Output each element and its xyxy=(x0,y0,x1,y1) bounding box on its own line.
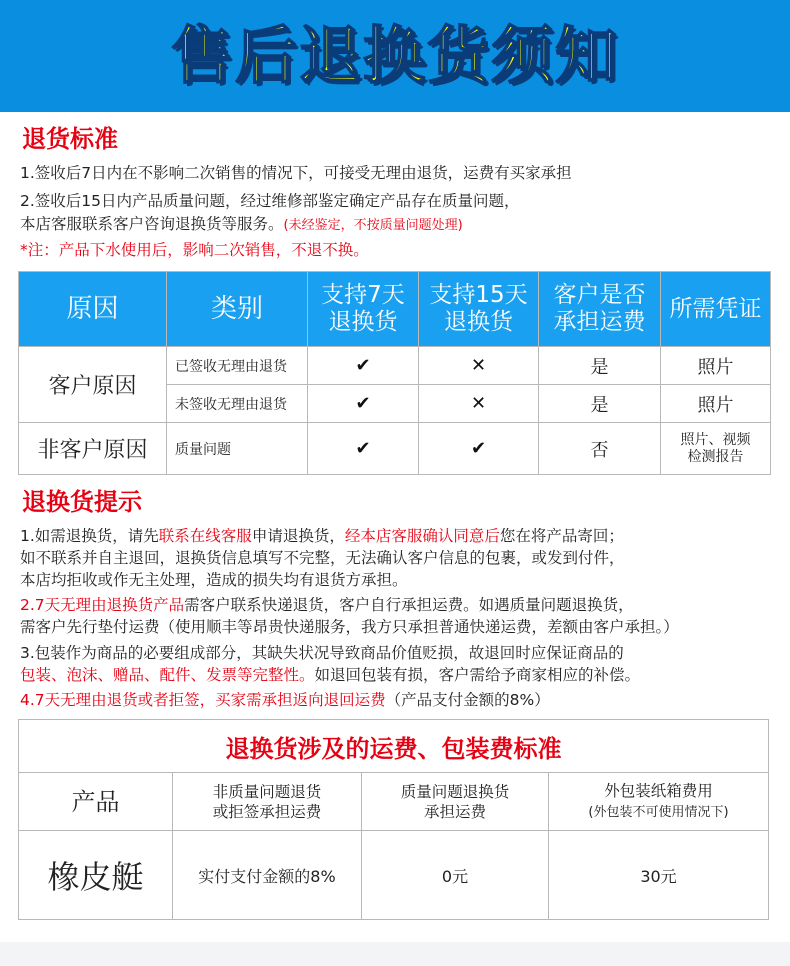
fee-box-value: 30元 xyxy=(549,831,769,920)
return-rule-2b-note: (未经鉴定，不按质量问题处理) xyxy=(283,218,463,233)
cross-icon: ✕ xyxy=(419,385,539,423)
category-cell: 未签收无理由退货 xyxy=(167,385,308,423)
shipping-cell: 是 xyxy=(539,347,661,385)
return-rule-2b-text: 本店客服联系客户咨询退换货等服务。 xyxy=(20,215,284,233)
header-reason: 原因 xyxy=(19,272,167,347)
table-row xyxy=(19,831,769,920)
reason-customer: 客户原因 xyxy=(19,347,167,423)
fee-header-nonquality: 非质量问题退货 或拒签承担运费 xyxy=(173,773,362,831)
fee-table-title: 退换货涉及的运费、包装费标准 xyxy=(19,720,769,773)
proof-cell: 照片 xyxy=(661,385,771,423)
shipping-cell: 否 xyxy=(539,423,661,475)
tip-4: 4.7天无理由退货或者拒签，买家需承担返向退回运费（产品支付金额的8%） xyxy=(20,691,550,709)
tip-3a: 3.包装作为商品的必要组成部分，其缺失状况导致商品价值贬损，故退回时应保证商品的 xyxy=(20,644,624,662)
tip-3b: 包装、泡沫、赠品、配件、发票等完整性。如退回包装有损，客户需给予商家相应的补偿。 xyxy=(20,666,641,684)
header-15day: 支持15天 退换货 xyxy=(419,272,539,347)
header-banner xyxy=(0,0,790,112)
tip-1c: 本店均拒收或作无主处理，造成的损失均有退货方承担。 xyxy=(20,571,408,589)
category-cell: 已签收无理由退货 xyxy=(167,347,308,385)
reason-noncustomer: 非客户原因 xyxy=(19,423,167,475)
return-rule-1: 1.签收后7日内在不影响二次销售的情况下，可接受无理由退货，运费有买家承担 xyxy=(20,164,572,182)
category-cell: 质量问题 xyxy=(167,423,308,475)
fee-header-box: 外包装纸箱费用 (外包装不可使用情况下) xyxy=(549,773,769,831)
tip-2b: 需客户先行垫付运费（使用顺丰等昂贵快递服务，我方只承担普通快递运费，差额由客户承担。） xyxy=(20,618,679,636)
return-policy-table xyxy=(18,271,770,475)
header-shipping: 客户是否 承担运费 xyxy=(539,272,661,347)
fee-header-quality: 质量问题退换货 承担运费 xyxy=(362,773,549,831)
section-title-return-standard: 退货标准 xyxy=(22,125,118,153)
content-card xyxy=(0,112,790,966)
proof-cell: 照片、视频 检测报告 xyxy=(661,423,771,475)
header-proof: 所需凭证 xyxy=(661,272,771,347)
fee-table-title-row xyxy=(19,720,769,773)
cross-icon: ✕ xyxy=(419,347,539,385)
table-header-row xyxy=(19,272,771,347)
return-note: *注：产品下水使用后，影响二次销售，不退不换。 xyxy=(20,241,369,259)
check-icon: ✔ xyxy=(308,423,419,475)
table-row xyxy=(19,347,771,385)
fee-quality-value: 0元 xyxy=(362,831,549,920)
check-icon: ✔ xyxy=(308,347,419,385)
return-rule-2b xyxy=(20,213,463,237)
tip-1a: 1.如需退换货，请先联系在线客服申请退换货，经本店客服确认同意后您在将产品寄回； xyxy=(20,527,624,545)
page-title: 售后退换货须知 xyxy=(170,19,619,92)
content-panel xyxy=(0,112,790,942)
fee-nonquality-value: 实付支付金额的8% xyxy=(173,831,362,920)
shipping-cell: 是 xyxy=(539,385,661,423)
tip-2a: 2.7天无理由退换货产品需客户联系快递退货，客户自行承担运费。如遇质量问题退换货， xyxy=(20,596,634,614)
fee-header-product: 产品 xyxy=(19,773,173,831)
proof-cell: 照片 xyxy=(661,347,771,385)
table-row xyxy=(19,423,771,475)
header-7day: 支持7天 退换货 xyxy=(308,272,419,347)
section-title-tips: 退换货提示 xyxy=(22,488,142,516)
fee-table-header-row xyxy=(19,773,769,831)
header-category: 类别 xyxy=(167,272,308,347)
fee-product-name: 橡皮艇 xyxy=(19,831,173,920)
check-icon: ✔ xyxy=(308,385,419,423)
fee-table xyxy=(18,719,768,919)
check-icon: ✔ xyxy=(419,423,539,475)
tip-1b: 如不联系并自主退回，退换货信息填写不完整，无法确认客户信息的包裹，或发到付件， xyxy=(20,549,625,567)
return-rule-2a: 2.签收后15日内产品质量问题，经过维修部鉴定确定产品存在质量问题， xyxy=(20,192,520,210)
